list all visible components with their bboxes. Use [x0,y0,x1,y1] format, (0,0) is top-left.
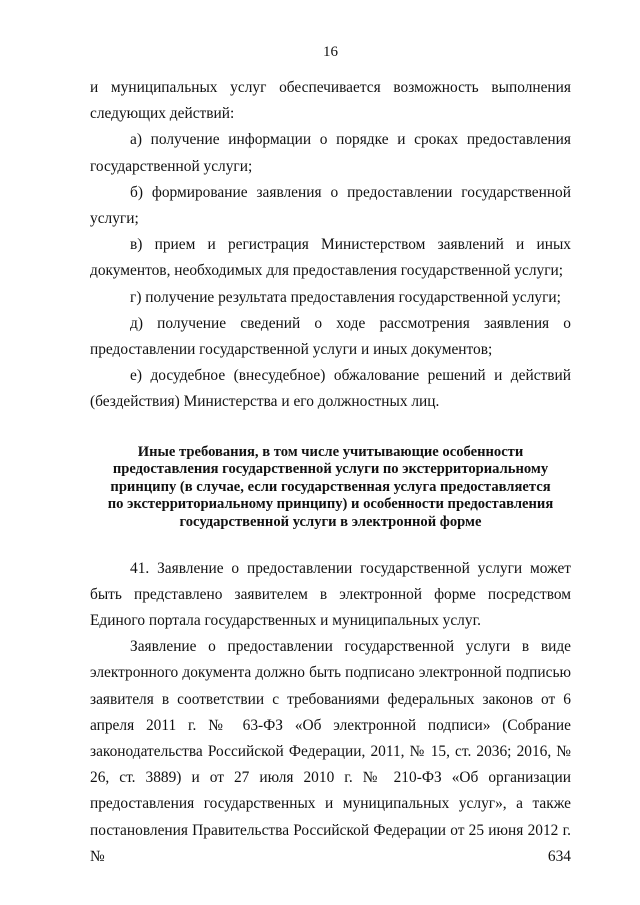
heading-line: по экстерриториальному принципу) и особенности предоставления [107,496,554,513]
heading-line: государственной услуги в электронной форме [179,514,482,531]
heading-line: принципу (в случае, если государственная услуга предоставляется [110,478,551,495]
heading-line: предоставления государственной услуги по экстерриториальному [112,461,549,478]
list-item-d: д) получение сведений о ходе рассмотрения заявления о предоставлении государственной услуги и иных документов; [90,314,571,359]
list-item-g: г) получение результата предоставления государственной услуги; [130,288,561,306]
page-number: 16 [323,44,338,60]
heading-line: Иные требования, в том числе учитывающие особенности [137,443,524,460]
list-item-a: а) получение информации о порядке и сроках предоставления государственной услуги; [90,131,571,175]
list-item-v: в) прием и регистрация Министерством заявлений и иных документов, необходимых для предоставления государственной услуги; [90,236,571,280]
section-heading [90,444,571,532]
list-item-b: б) формирование заявления о предоставлении государственной услуги; [90,183,571,228]
paragraph-intro: и муниципальных услуг обеспечивается возможность выполнения следующих действий: [90,79,571,123]
list-item-e: е) досудебное (внесудебное) обжалование решений и действий (бездействия) Министерства и его должностных лиц. [90,367,571,411]
paragraph-41: 41. Заявление о предоставлении государственной услуги может быть представлено заявителем в электронной форме посредством Единого портала государственных и муниципальных услуг. [90,559,571,630]
paragraph-electronic-signature: Заявление о предоставлении государственной услуги в виде электронного документа должно быть подписано электронной подписью заявителя в соответствии с требованиями федеральных законов от 6 апреля 2011 г. № 63-ФЗ «Об электронной подписи» (Собрание законодательства Российской Федерации, 2011, № 15, ст. 2036; 2016, № 26, ст. 3889) и от 27 июля 2010 г. № 210-ФЗ «Об организации предоставления государственных и муниципальных услуг», а также постановления Правительства Российской Федерации от 25 июня 2012 г. № 634 [90,638,571,865]
